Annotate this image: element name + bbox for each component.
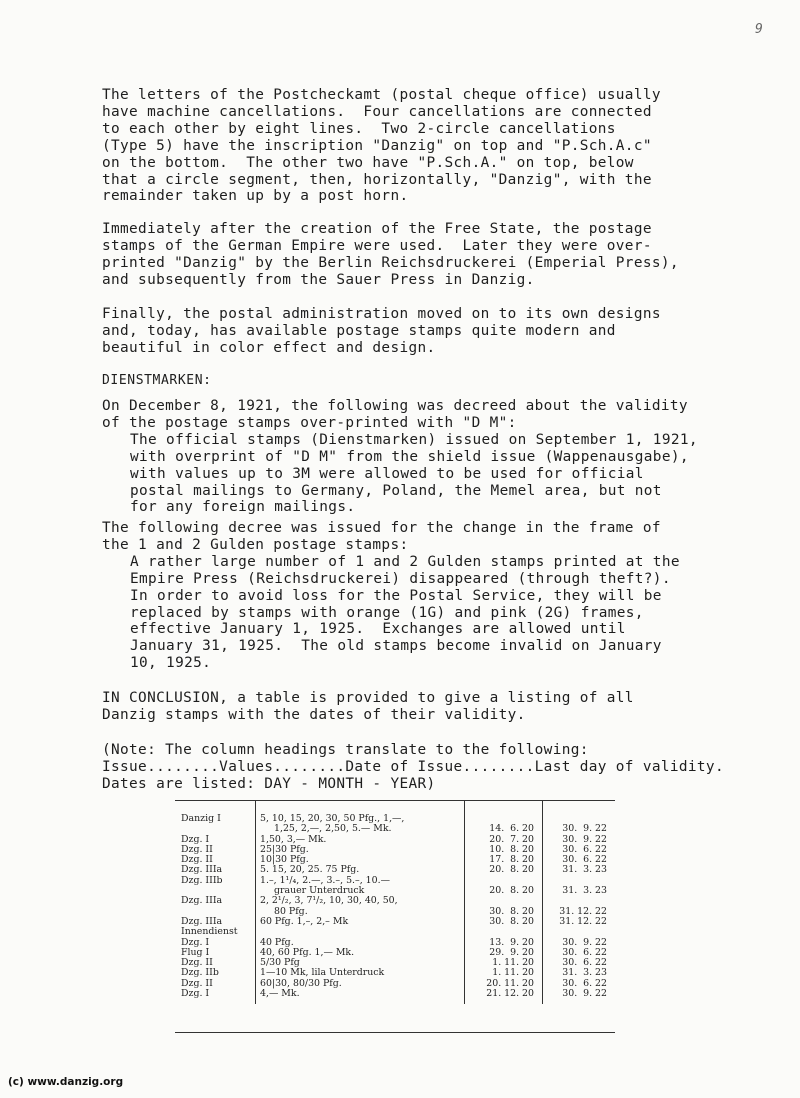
issue-text: Dzg. II [181, 977, 213, 989]
date-issued-text: 20. 8. 20 [489, 864, 534, 876]
date-issued-text: 10. 8. 20 [489, 843, 534, 855]
cell-last-valid [543, 989, 616, 1004]
values-text: 5. 15, 20, 25. 75 Pfg. [260, 864, 360, 876]
text-line: IN CONCLUSION, a table is provided to give a listing of all [102, 690, 634, 706]
quoted-line: with overprint of "D M" from the shield issue (Wappenausgabe), [130, 448, 689, 465]
issue-text: Dzg. I [181, 988, 210, 1000]
table-body [175, 800, 615, 1004]
values-text: 5, 10, 15, 20, 30, 50 Pfg., 1,—, [260, 813, 405, 824]
values-text: 1—10 Mk, lila Unterdruck [260, 967, 385, 979]
cell-last-valid [543, 876, 616, 897]
table-row [175, 968, 615, 978]
text-line: The following decree was issued for the change in the frame of [102, 520, 661, 536]
text-line: Immediately after the creation of the Free State, the postage [102, 221, 652, 237]
paragraph-note [102, 742, 792, 793]
cell-issue [175, 989, 256, 1004]
text-line: have machine cancellations. Four cancellations are connected [102, 103, 652, 120]
date-issued-text: 1. 11. 20 [492, 967, 534, 979]
quoted-line: replaced by stamps with orange (1G) and pink (2G) frames, [130, 604, 644, 621]
date-issued-text: 1. 11. 20 [492, 957, 534, 969]
date-valid-text: 30. 6. 22 [562, 946, 607, 958]
values-text: 40, 60 Pfg. 1,— Mk. [260, 946, 355, 958]
date-issued-text: 30. 8. 20 [489, 915, 534, 927]
cell-last-valid [543, 865, 616, 875]
date-valid-text: 30. 6. 22 [562, 843, 607, 855]
text-line: The letters of the Postcheckamt (postal cheque office) usually [102, 87, 661, 103]
page-number: 9 [755, 22, 763, 37]
cell-issue [175, 800, 256, 835]
date-valid-text: 30. 9. 22 [562, 823, 607, 835]
quoted-line: A rather large number of 1 and 2 Gulden stamps printed at the [130, 553, 680, 570]
values-text: 2, 2¹/₂, 3, 7¹/₂, 10, 30, 40, 50, [260, 895, 398, 907]
cell-values [256, 989, 465, 1004]
text-line: of the postage stamps over-printed with "D M": [102, 414, 517, 431]
stamp-validity-table [175, 800, 615, 1004]
cell-date-of-issue [465, 989, 543, 1004]
date-valid-text: 31. 3. 23 [562, 967, 607, 979]
date-issued-text: 20. 8. 20 [489, 885, 534, 897]
values-text: 25|30 Pfg. [260, 843, 309, 855]
text-line: on the bottom. The other two have "P.Sch.A." on top, below [102, 154, 634, 171]
cell-issue [175, 896, 256, 917]
date-valid-text: 31. 3. 23 [562, 885, 607, 897]
issue-text: Danzig I [181, 813, 221, 824]
text-line: (Type 5) have the inscription "Danzig" on top and "P.Sch.A.c" [102, 137, 652, 154]
copyright-footer: (c) www.danzig.org [8, 1076, 124, 1088]
values-text: 10|30 Pfg. [260, 854, 309, 866]
table-row [175, 835, 615, 845]
date-issued-text: 13. 9. 20 [489, 936, 534, 948]
cell-values [256, 917, 465, 938]
text-line: On December 8, 1921, the following was decreed about the validity [102, 398, 688, 414]
values-text: 40 Pfg. [260, 936, 294, 948]
quoted-line: with values up to 3M were allowed to be used for official [130, 465, 644, 482]
cell-date-of-issue [465, 917, 543, 938]
issue-text: Dzg. II [181, 957, 213, 969]
issue-text: Dzg. II [181, 854, 213, 866]
date-valid-text: 30. 6. 22 [562, 977, 607, 989]
cell-last-valid [543, 896, 616, 917]
issue-text: Dzg. I [181, 936, 210, 948]
cell-date-of-issue [465, 865, 543, 875]
issue-text: Dzg. IIIb [181, 874, 223, 886]
date-valid-text: 30. 9. 22 [562, 833, 607, 845]
date-issued-text: 14. 6. 20 [489, 823, 534, 835]
table-row [175, 865, 615, 875]
text-line: and, today, has available postage stamps quite modern and [102, 322, 616, 339]
quoted-line: postal mailings to Germany, Poland, the Memel area, but not [130, 482, 662, 499]
text-line: that a circle segment, then, horizontally, "Danzig", with the [102, 171, 652, 188]
text-line: Finally, the postal administration moved on to its own designs [102, 306, 661, 322]
cell-values [256, 876, 465, 897]
issue-text: Dzg. II [181, 843, 213, 855]
text-line: to each other by eight lines. Two 2-circle cancellations [102, 120, 616, 137]
issue-text: Dzg. I [181, 833, 210, 845]
text-line: Issue........Values........Date of Issue........Last day of validity. [102, 758, 724, 775]
issue-text: Dzg. IIb [181, 967, 219, 979]
date-valid-text: 31. 3. 23 [562, 864, 607, 876]
cell-date-of-issue [465, 896, 543, 917]
section-heading-dienstmarken: DIENSTMARKEN: [102, 373, 212, 388]
date-issued-text: 29. 9. 20 [489, 946, 534, 958]
quoted-line: The official stamps (Dienstmarken) issued on September 1, 1921, [130, 431, 698, 448]
quoted-line: for any foreign mailings. [130, 499, 356, 516]
table-row [175, 800, 615, 835]
table-row [175, 876, 615, 897]
table-row [175, 958, 615, 968]
date-issued-text: 21. 12. 20 [486, 988, 534, 1000]
date-valid-text: 30. 6. 22 [562, 957, 607, 969]
date-issued-text: 20. 11. 20 [486, 977, 534, 989]
text-line: remainder taken up by a post horn. [102, 188, 409, 205]
date-valid-text: 30. 9. 22 [562, 936, 607, 948]
date-valid-text: 31. 12. 22 [559, 915, 607, 927]
date-issued-text: 17. 8. 20 [489, 854, 534, 866]
issue-text: Dzg. IIIa [181, 895, 223, 907]
issue-text: Dzg. IIIa [181, 915, 223, 927]
text-line: and subsequently from the Sauer Press in Danzig. [102, 271, 535, 288]
text-line: Dates are listed: DAY - MONTH - YEAR) [102, 775, 436, 792]
paragraph-conclusion [102, 690, 792, 724]
table-row [175, 917, 615, 938]
table-row [175, 896, 615, 917]
text-line: beautiful in color effect and design. [102, 339, 436, 356]
date-issued-text: 30. 8. 20 [489, 905, 534, 917]
text-line: stamps of the German Empire were used. Later they were over- [102, 237, 652, 254]
text-line: the 1 and 2 Gulden postage stamps: [102, 536, 409, 553]
table-row [175, 845, 615, 855]
values-text: 5/30 Pfg [260, 957, 300, 969]
table-row [175, 989, 615, 1004]
quoted-line: January 31, 1925. The old stamps become invalid on January [130, 638, 662, 655]
text-line: (Note: The column headings translate to the following: [102, 742, 589, 758]
paragraph-postal-administration [102, 306, 792, 357]
paragraph-postcheckamt [102, 87, 792, 205]
cell-last-valid [543, 917, 616, 938]
values-text: 60|30, 80/30 Pfg. [260, 977, 342, 989]
paragraph-free-state [102, 221, 792, 289]
cell-last-valid [543, 800, 616, 835]
values-text: 1,50, 3,— Mk. [260, 833, 327, 845]
issue-subtext: Innendienst [181, 926, 238, 938]
values-text: 60 Pfg. 1,–, 2,– Mk [260, 915, 349, 927]
quoted-line: 10, 1925. [130, 655, 212, 672]
date-valid-text: 30. 6. 22 [562, 854, 607, 866]
text-line: Danzig stamps with the dates of their validity. [102, 706, 526, 723]
cell-issue [175, 917, 256, 938]
cell-values [256, 896, 465, 917]
values-text: 4,— Mk. [260, 988, 300, 1000]
quoted-line: In order to avoid loss for the Postal Service, they will be [130, 587, 662, 604]
date-valid-text: 30. 9. 22 [562, 988, 607, 1000]
table-row [175, 948, 615, 958]
text-line: printed "Danzig" by the Berlin Reichsdruckerei (Emperial Press), [102, 254, 679, 271]
values-text: 1,25, 2,—, 2,50, 5.— Mk. [274, 823, 392, 835]
cell-date-of-issue [465, 800, 543, 835]
table-row [175, 979, 615, 989]
table-row [175, 938, 615, 948]
cell-issue [175, 876, 256, 897]
issue-text: Flug I [181, 946, 210, 958]
values-text: grauer Unterdruck [274, 885, 365, 897]
cell-values [256, 800, 465, 835]
values-text: 80 Pfg. [274, 905, 308, 917]
paragraph-decree-gulden [102, 520, 792, 672]
issue-text: Dzg. IIIa [181, 864, 223, 876]
table-row [175, 855, 615, 865]
quoted-line: effective January 1, 1925. Exchanges are allowed until [130, 621, 626, 638]
date-valid-text: 31. 12. 22 [559, 905, 607, 917]
cell-date-of-issue [465, 876, 543, 897]
values-text: 1.–, 1¹/₄, 2.—, 3.–, 5.–, 10.— [260, 874, 390, 886]
quoted-line: Empire Press (Reichsdruckerei) disappeared (through theft?). [130, 570, 671, 587]
date-issued-text: 20. 7. 20 [489, 833, 534, 845]
paragraph-decree-1921 [102, 398, 792, 516]
